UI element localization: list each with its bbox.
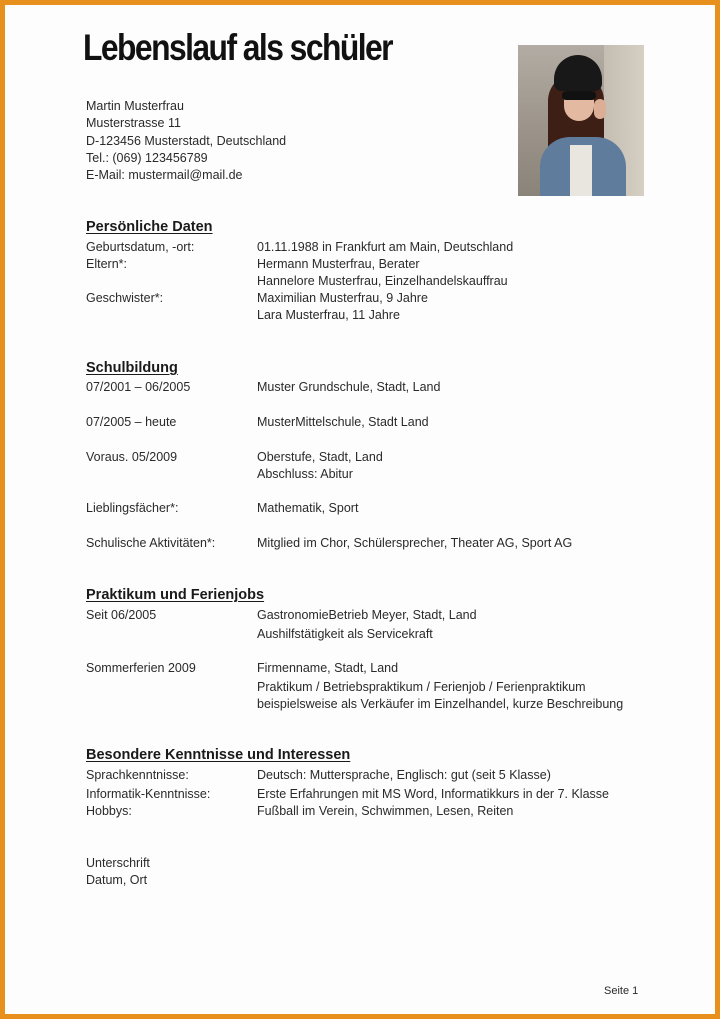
sibling1-value: Maximilian Musterfrau, 9 Jahre — [257, 291, 428, 305]
contact-block — [86, 98, 286, 184]
section-skills-heading: Besondere Kenntnisse und Interessen — [86, 747, 351, 763]
school-row2-label: 07/2005 – heute — [86, 415, 177, 429]
page-title: Lebenslauf als schüler — [83, 27, 393, 68]
date-place-label: Datum, Ort — [86, 873, 148, 887]
page-number: Seite 1 — [604, 985, 639, 997]
parent1-value: Hermann Musterfrau, Berater — [257, 257, 420, 271]
jobs-row1-value2: Aushilfstätigkeit als Servicekraft — [257, 627, 433, 641]
parents-label: Eltern*: — [86, 257, 127, 271]
contact-street: Musterstrasse 11 — [86, 116, 181, 131]
school-row3-value2: Abschluss: Abitur — [257, 467, 353, 481]
siblings-label: Geschwister*: — [86, 291, 164, 305]
sibling2-value: Lara Musterfrau, 11 Jahre — [257, 308, 400, 322]
skills-row3-value: Fußball im Verein, Schwimmen, Lesen, Reiten — [257, 804, 514, 818]
contact-city: D-123456 Musterstadt, Deutschland — [86, 133, 287, 148]
school-row2-value: MusterMittelschule, Stadt Land — [257, 415, 429, 429]
portrait-photo — [518, 45, 644, 196]
section-personal-heading: Persönliche Daten — [86, 219, 213, 235]
section-jobs-heading: Praktikum und Ferienjobs — [86, 587, 265, 603]
jobs-row1-value: GastronomieBetrieb Meyer, Stadt, Land — [257, 608, 477, 622]
skills-row2-label: Informatik-Kenntnisse: — [86, 787, 211, 801]
jobs-row1-label: Seit 06/2005 — [86, 608, 157, 622]
parent2-value: Hannelore Musterfrau, Einzelhandelskauffrau — [257, 274, 508, 288]
jobs-row2-value3: beispielsweise als Verkäufer im Einzelhandel, kurze Beschreibung — [257, 697, 624, 711]
school-row5-value: Mitglied im Chor, Schülersprecher, Theater AG, Sport AG — [257, 536, 573, 550]
school-row5-label: Schulische Aktivitäten*: — [86, 536, 216, 550]
jobs-row2-label: Sommerferien 2009 — [86, 661, 196, 675]
birth-value: 01.11.1988 in Frankfurt am Main, Deutschland — [257, 240, 514, 254]
school-row1-value: Muster Grundschule, Stadt, Land — [257, 380, 441, 394]
skills-row1-label: Sprachkenntnisse: — [86, 768, 189, 782]
contact-name: Martin Musterfrau — [86, 99, 184, 113]
school-row1-label: 07/2001 – 06/2005 — [86, 380, 191, 394]
jobs-row2-value2: Praktikum / Betriebspraktikum / Ferienjob / Ferienpraktikum — [257, 680, 586, 694]
signature-label: Unterschrift — [86, 856, 150, 870]
school-row3-label: Voraus. 05/2009 — [86, 450, 178, 464]
skills-row3-label: Hobbys: — [86, 804, 132, 818]
jobs-row2-value: Firmenname, Stadt, Land — [257, 661, 399, 675]
contact-email: E-Mail: mustermail@mail.de — [86, 168, 243, 183]
school-row3-value: Oberstufe, Stadt, Land — [257, 450, 383, 464]
school-row4-label: Lieblingsfächer*: — [86, 501, 179, 515]
cv-page — [5, 5, 715, 1014]
birth-label: Geburtsdatum, -ort: — [86, 240, 195, 254]
contact-phone: Tel.: (069) 123456789 — [86, 150, 208, 165]
skills-row1-value: Deutsch: Muttersprache, Englisch: gut (seit 5 Klasse) — [257, 768, 551, 782]
skills-row2-value: Erste Erfahrungen mit MS Word, Informatikkurs in der 7. Klasse — [257, 787, 609, 801]
school-row4-value: Mathematik, Sport — [257, 501, 359, 515]
section-school-heading: Schulbildung — [86, 360, 178, 376]
